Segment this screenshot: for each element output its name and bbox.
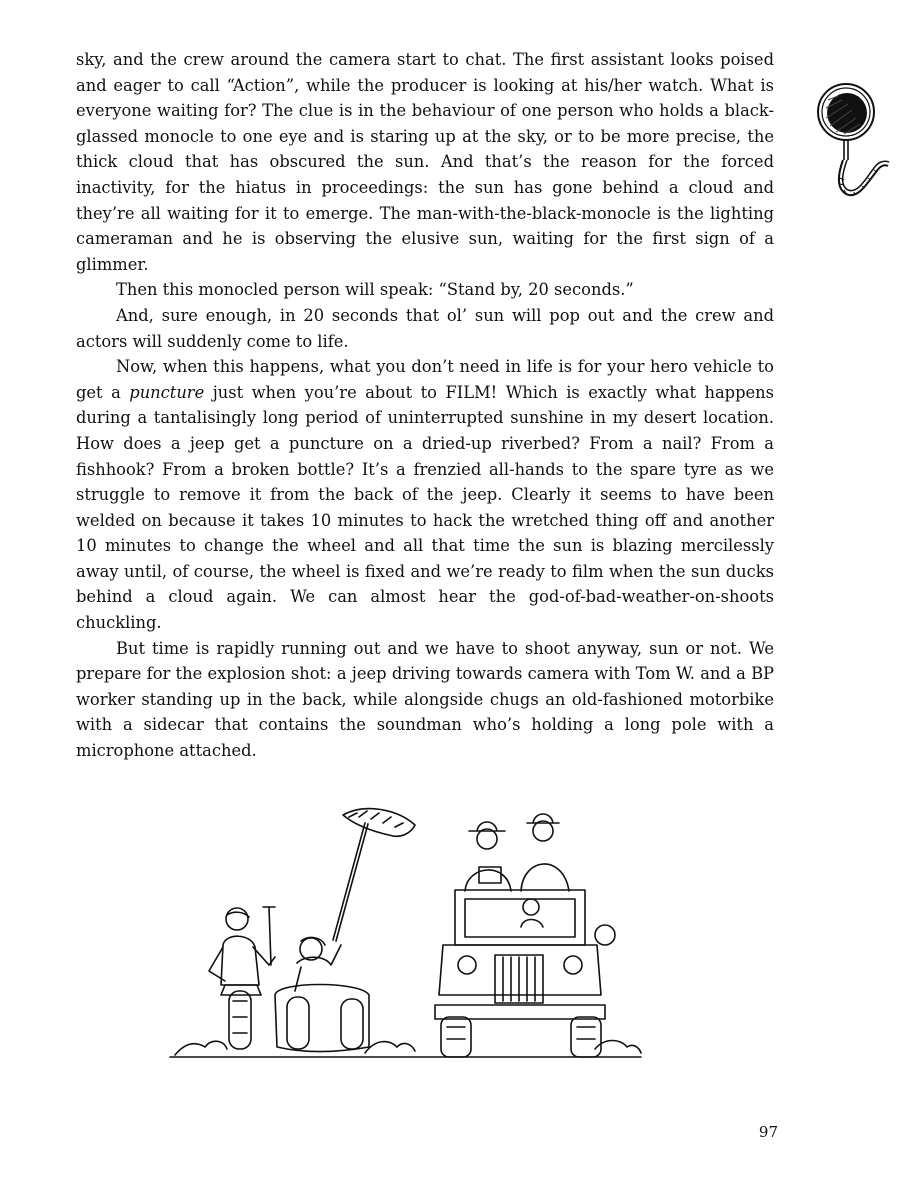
monocle-drawing <box>810 78 892 218</box>
film-crew-illustration <box>165 795 645 1070</box>
paragraph-4-emphasis: puncture <box>129 382 205 402</box>
paragraph-2: Then this monocled person will speak: “Stand by, 20 seconds.” <box>116 280 634 300</box>
paragraph-5: But time is rapidly running out and we have to shoot anyway, sun or not. We prepare for the explosion shot: a jeep driving towards camera with Tom W. and a BP worker standing up in the back, while alongside chugs an old-fashioned motorbike with a sidecar that contains the soundman who’s holding a long pole with a microphone attached. <box>76 638 774 761</box>
page-number: 97 <box>758 1123 778 1141</box>
paragraph-1: sky, and the crew around the camera start to chat. The first assistant looks poised and eager to call “Action”, while the producer is looking at his/her watch. What is everyone waiting for? The clue is in the behaviour of one person who holds a black-glassed monocle to one eye and is staring up at the sky, or to be more precise, the thick cloud that has obscured the sun. And that’s the reason for the forced inactivity, for the hiatus in proceedings: the sun has gone behind a cloud and they’re all waiting for it to emerge. The man-with-the-black-monocle is the lighting cameraman and he is observing the elusive sun, waiting for the first sign of a glimmer. <box>76 50 774 274</box>
paragraph-4-end: just when you’re about to FILM! Which is exactly what happens during a tantalisingly long period of uninterrupted sunshine in my desert location. How does a jeep get a puncture on a dried-up riverbed? From a nail? From a fishhook? From a broken bottle? It’s a frenzied all-hands to the spare tyre as we struggle to remove it from the back of the jeep. Clearly it seems to have been welded on because it takes 10 minutes to hack the wretched thing off and another 10 minutes to change the wheel and all that time the sun is blazing mercilessly away until, of course, the wheel is fixed and we’re ready to film when the sun ducks behind a cloud again. We can almost hear the god-of-bad-weather-on-shoots chuckling. <box>76 382 774 633</box>
paragraph-4-start: Now, when this happens, what you don’t need in life is for your hero vehicle to get a <box>76 357 774 402</box>
paragraph-3: And, sure enough, in 20 seconds that ol’ sun will pop out and the crew and actors will suddenly come to life. <box>76 305 774 351</box>
paragraph-4 <box>76 354 774 636</box>
body-text <box>76 47 774 764</box>
